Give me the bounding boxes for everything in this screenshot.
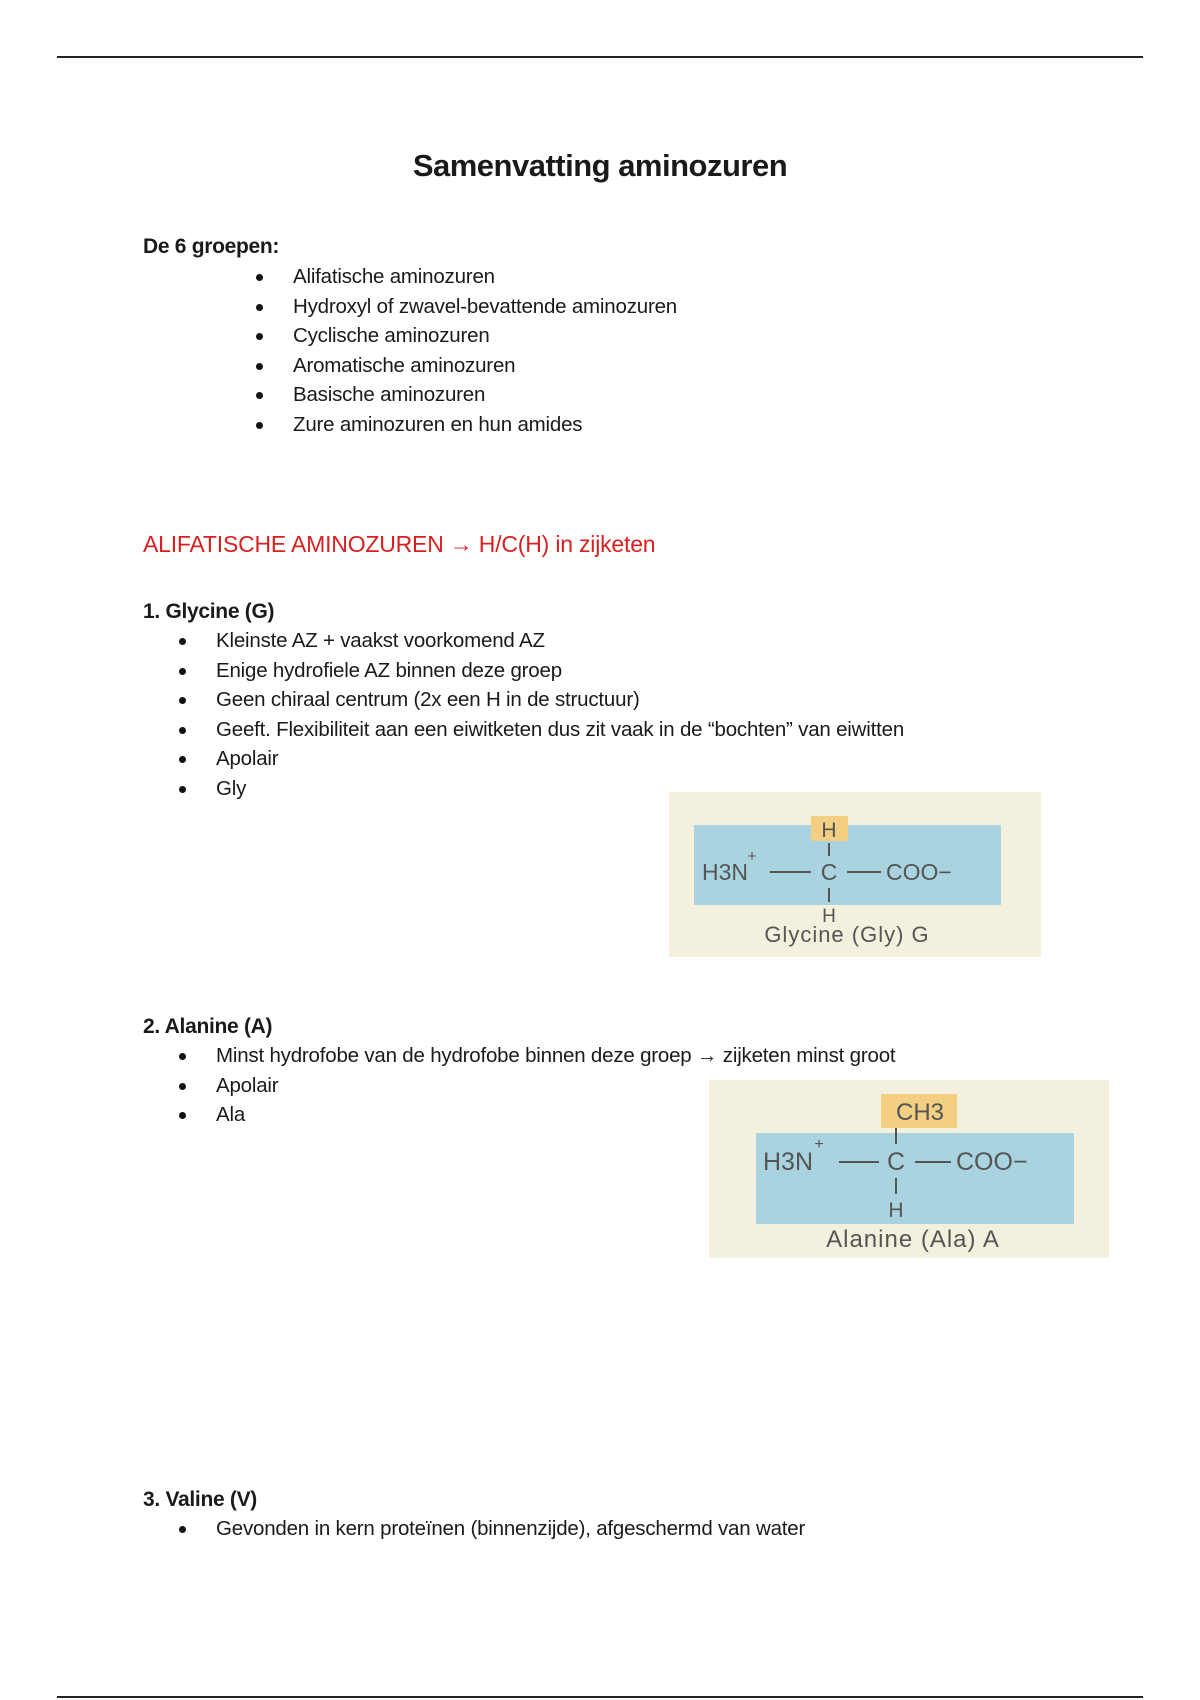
page-title: Samenvatting aminozuren: [412, 148, 788, 183]
list-item: Alifatische aminozuren: [293, 262, 677, 292]
bullet-icon: [256, 363, 263, 370]
list-item: Apolair: [216, 744, 904, 774]
list-item: Apolair: [216, 1071, 895, 1101]
bottom-h-label: H: [888, 1199, 904, 1222]
bottom-rule: [57, 1696, 1143, 1698]
bullet-icon: [179, 638, 186, 645]
top-rule: [57, 56, 1143, 58]
groups-list: [293, 262, 677, 439]
bullet-icon: [179, 668, 186, 675]
charge-plus: +: [814, 1136, 824, 1153]
alpha-carbon: C: [886, 1148, 906, 1176]
glycine-structure: [669, 792, 1041, 957]
list-item: Cyclische aminozuren: [293, 321, 677, 351]
list-item: Enige hydrofiele AZ binnen deze groep: [216, 656, 904, 686]
list-item: Basische aminozuren: [293, 380, 677, 410]
list-item: Hydroxyl of zwavel-bevattende aminozuren: [293, 292, 677, 322]
structure-caption: Alanine (Ala) A: [826, 1226, 1000, 1253]
charge-plus: +: [747, 848, 757, 865]
alpha-carbon: C: [820, 859, 838, 885]
bullet-icon: [179, 727, 186, 734]
bullet-icon: [256, 274, 263, 281]
list-item: Geeft. Flexibiliteit aan een eiwitketen dus zit vaak in de “bochten” van eiwitten: [216, 715, 904, 745]
carboxyl-group-label: COO−: [956, 1148, 1028, 1176]
list-item: Zure aminozuren en hun amides: [293, 410, 677, 440]
list-item: Kleinste AZ + vaakst voorkomend AZ: [216, 626, 904, 656]
bullet-icon: [256, 422, 263, 429]
valine-heading: 3. Valine (V): [143, 1488, 257, 1511]
list-item: Geen chiraal centrum (2x een H in de structuur): [216, 685, 904, 715]
structure-caption: Glycine (Gly) G: [764, 922, 930, 947]
bullet-icon: [179, 1083, 186, 1090]
alanine-heading: 2. Alanine (A): [143, 1015, 273, 1038]
alanine-structure: [709, 1080, 1109, 1258]
bullet-icon: [179, 786, 186, 793]
bullet-icon: [179, 1112, 186, 1119]
bullet-icon: [179, 1053, 186, 1060]
side-chain-label: H: [821, 819, 837, 842]
carboxyl-group-label: COO−: [886, 859, 952, 885]
list-item: Ala: [216, 1100, 895, 1130]
section-heading-aliphatic: ALIFATISCHE AMINOZUREN → H/C(H) in zijketen: [143, 531, 656, 557]
list-item: Gevonden in kern proteïnen (binnenzijde), afgeschermd van water: [216, 1514, 805, 1544]
side-chain-label: CH3: [896, 1099, 945, 1126]
list-item: Minst hydrofobe van de hydrofobe binnen deze groep → zijketen minst groot: [216, 1041, 895, 1071]
bullet-icon: [256, 333, 263, 340]
bullet-icon: [179, 1526, 186, 1533]
bullet-icon: [179, 697, 186, 704]
glycine-heading: 1. Glycine (G): [143, 600, 275, 623]
bottom-h-label: H: [822, 906, 836, 927]
bullet-icon: [256, 392, 263, 399]
glycine-list: [216, 626, 904, 803]
amino-group-label: H3N: [702, 859, 749, 885]
list-item: Aromatische aminozuren: [293, 351, 677, 381]
valine-list: [216, 1514, 805, 1544]
list-item: Gly: [216, 774, 904, 804]
amino-group-label: H3N: [763, 1148, 814, 1176]
bullet-icon: [179, 756, 186, 763]
backbone-box: [756, 1133, 1074, 1224]
bullet-icon: [256, 304, 263, 311]
groups-heading: De 6 groepen:: [143, 235, 280, 258]
